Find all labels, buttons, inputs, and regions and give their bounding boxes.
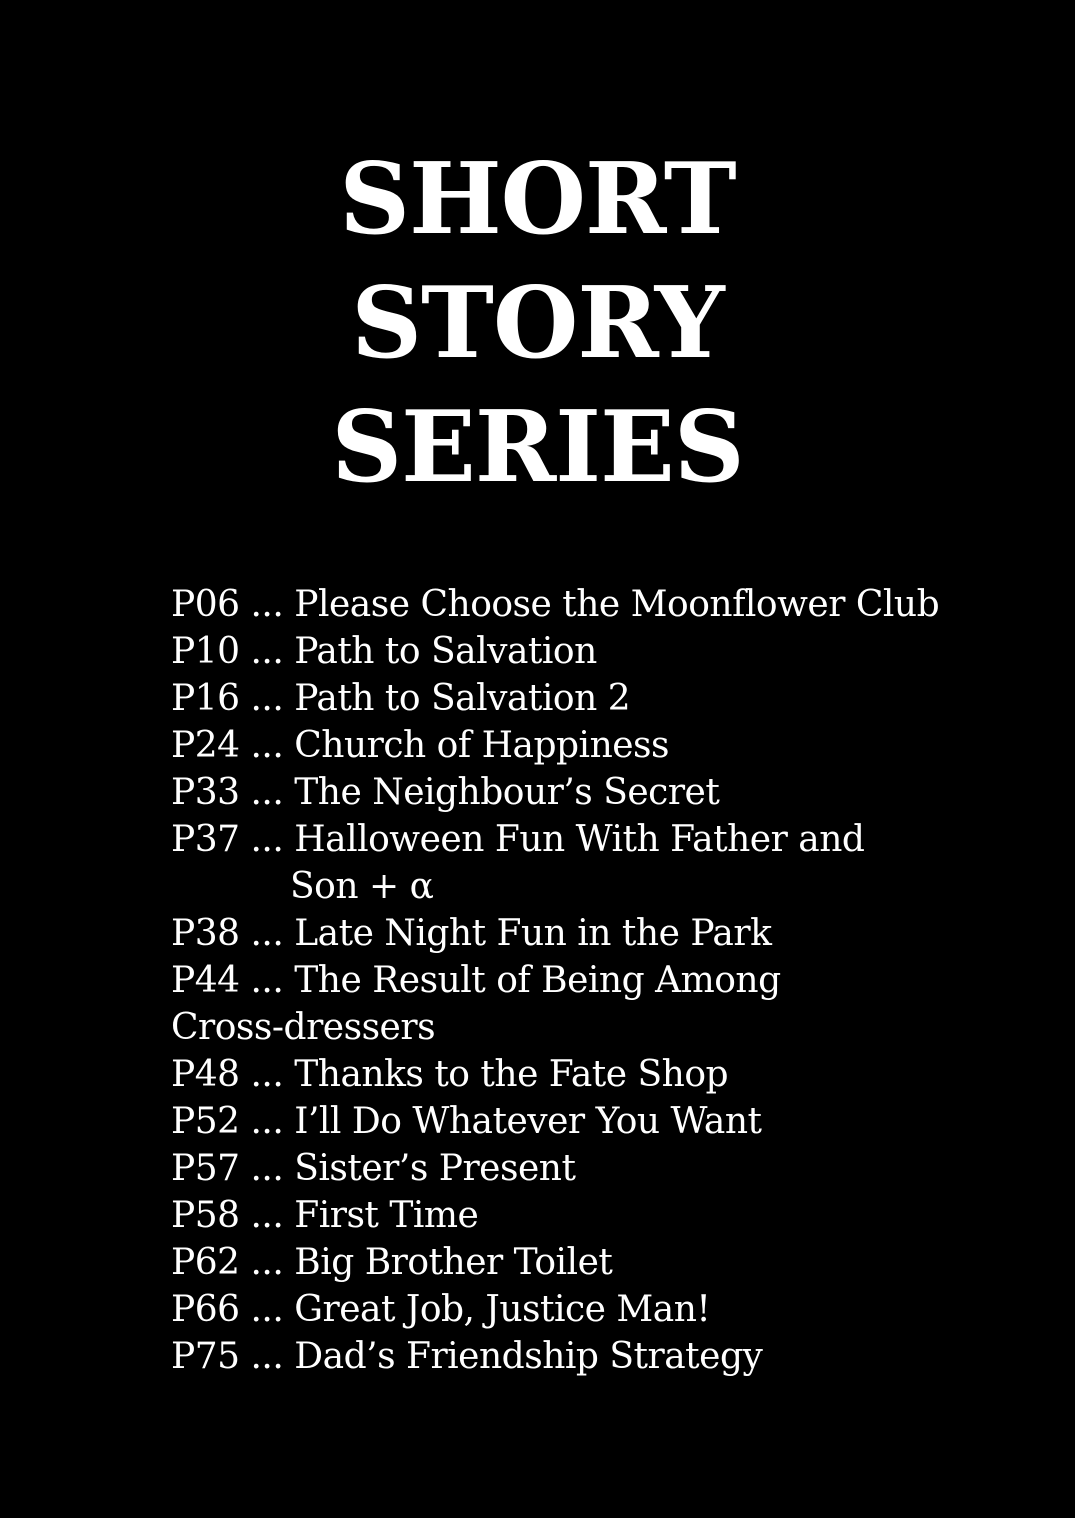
toc-entry <box>171 957 1051 1051</box>
toc-entry-text: P44 ... The Result of Being Among <box>171 960 781 1001</box>
page-title <box>0 138 1075 510</box>
toc-entry <box>171 675 1051 722</box>
table-of-contents <box>171 581 1051 1380</box>
toc-entry-continuation: Son + α <box>290 866 434 907</box>
title-line-2: STORY <box>351 266 724 381</box>
toc-entry-text: P52 ... I’ll Do Whatever You Want <box>171 1101 762 1142</box>
toc-entry-text: P24 ... Church of Happiness <box>171 725 670 766</box>
title-line-1: SHORT <box>339 142 736 257</box>
toc-entry-text: P75 ... Dad’s Friendship Strategy <box>171 1336 763 1377</box>
toc-entry <box>171 1098 1051 1145</box>
toc-entry <box>171 1192 1051 1239</box>
toc-entry-text: P48 ... Thanks to the Fate Shop <box>171 1054 729 1095</box>
toc-entry-text: P37 ... Halloween Fun With Father and <box>171 819 865 860</box>
toc-entry-text: P33 ... The Neighbour’s Secret <box>171 772 720 813</box>
toc-entry <box>171 1286 1051 1333</box>
toc-entry-text: P06 ... Please Choose the Moonflower Club <box>171 584 940 625</box>
toc-entry-text: P38 ... Late Night Fun in the Park <box>171 913 772 954</box>
title-line-3: SERIES <box>331 390 744 505</box>
toc-entry-text: P62 ... Big Brother Toilet <box>171 1242 613 1283</box>
toc-entry <box>171 1145 1051 1192</box>
toc-entry <box>171 722 1051 769</box>
toc-entry <box>171 581 1051 628</box>
toc-entry-text: P66 ... Great Job, Justice Man! <box>171 1289 711 1330</box>
toc-entry <box>171 769 1051 816</box>
toc-entry-text: P10 ... Path to Salvation <box>171 631 597 672</box>
toc-entry-text: P16 ... Path to Salvation 2 <box>171 678 631 719</box>
toc-entry <box>171 1051 1051 1098</box>
toc-entry <box>171 1333 1051 1380</box>
toc-entry-continuation: Cross-dressers <box>171 1007 436 1048</box>
toc-entry-text: P58 ... First Time <box>171 1195 479 1236</box>
toc-entry <box>171 910 1051 957</box>
toc-entry <box>171 1239 1051 1286</box>
toc-entry-text: P57 ... Sister’s Present <box>171 1148 576 1189</box>
toc-entry <box>171 816 1051 910</box>
toc-entry <box>171 628 1051 675</box>
